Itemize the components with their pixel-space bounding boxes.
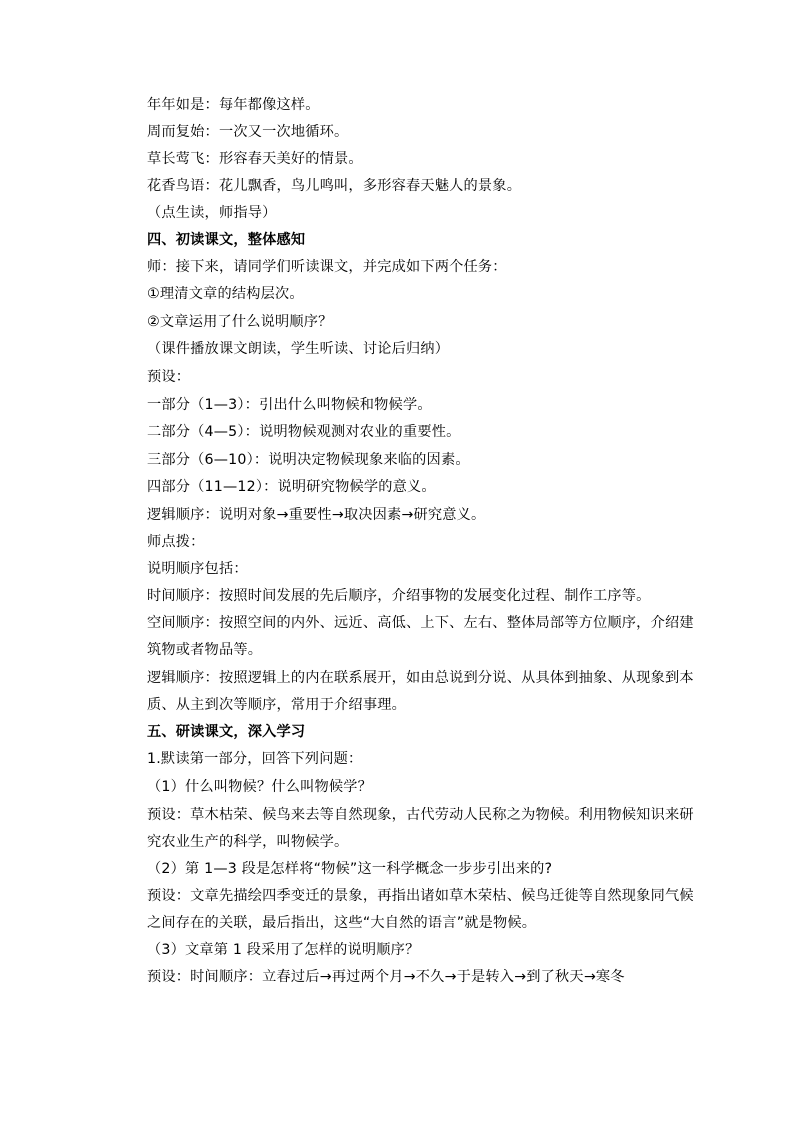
preset-label: 预设：: [147, 369, 191, 385]
teacher-instruction: 师：接下来，请同学们听读课文，并完成如下两个任务：: [147, 259, 507, 275]
question-2: （2）第 1—3 段是怎样将“物候”这一科学概念一步步引出来的?: [147, 861, 553, 877]
answer-2-line-1: 预设：文章先描绘四季变迁的景象，再指出诸如草木荣枯、候鸟迁徙等自然现象同气候: [147, 888, 694, 904]
answer-1-line-1: 预设：草木枯荣、候鸟来去等自然现象，古代劳动人民称之为物候。利用物候知识来研: [147, 807, 694, 823]
task-2: ②文章运用了什么说明顺序？: [147, 314, 333, 330]
time-order-explanation: 时间顺序：按照时间发展的先后顺序，介绍事物的发展变化过程、制作工序等。: [147, 588, 651, 604]
answer-2-line-2: 之间存在的关联，最后指出，这些“大自然的语言”就是物候。: [147, 915, 537, 931]
explanation-order-label: 说明顺序包括：: [147, 561, 248, 577]
definition-nian-nian-ru-shi: 年年如是：每年都像这样。: [147, 97, 320, 113]
structure-part-1: 一部分（1—3）：引出什么叫物候和物候学。: [147, 397, 432, 413]
section-heading-4: 四、初读课文，整体感知: [147, 232, 306, 248]
definition-hua-xiang-niao-yu: 花香鸟语：花儿飘香，鸟儿鸣叫，多形容春天魅人的景象。: [147, 178, 522, 194]
definition-zhou-er-fu-shi: 周而复始：一次又一次地循环。: [147, 124, 349, 140]
structure-part-3: 三部分（6—10）：说明决定物候现象来临的因素。: [147, 452, 470, 468]
logical-order-explanation-line-2: 质、从主到次等顺序，常用于介绍事理。: [147, 697, 406, 713]
logical-order-summary: 逻辑顺序：说明对象→重要性→取决因素→研究意义。: [147, 507, 486, 523]
question-intro: 1.默读第一部分，回答下列问题：: [147, 751, 363, 767]
definition-cao-zhang-ying-fei: 草长莺飞：形容春天美好的情景。: [147, 151, 363, 167]
activity-note: （课件播放课文朗读，学生听读、讨论后归纳）: [147, 341, 450, 357]
task-1: ①理清文章的结构层次。: [147, 286, 304, 302]
question-3: （3）文章第 1 段采用了怎样的说明顺序？: [147, 942, 420, 958]
question-1: （1）什么叫物候？什么叫物候学？: [147, 779, 373, 795]
answer-3: 预设：时间顺序：立春过后→再过两个月→不久→于是转入→到了秋天→寒冬: [147, 969, 625, 985]
structure-part-4: 四部分（11—12）：说明研究物候学的意义。: [147, 479, 436, 495]
teaching-note: （点生读，师指导）: [147, 205, 277, 221]
section-heading-5: 五、研读课文，深入学习: [147, 724, 306, 740]
answer-1-line-2: 究农业生产的科学，叫物候学。: [147, 834, 349, 850]
teacher-guidance-label: 师点拨：: [147, 534, 205, 550]
space-order-explanation-line-2: 筑物或者物品等。: [147, 642, 263, 658]
structure-part-2: 二部分（4—5）：说明物候观测对农业的重要性。: [147, 424, 461, 440]
space-order-explanation-line-1: 空间顺序：按照空间的内外、远近、高低、上下、左右、整体局部等方位顺序，介绍建: [147, 615, 694, 631]
logical-order-explanation-line-1: 逻辑顺序：按照逻辑上的内在联系展开，如由总说到分说、从具体到抽象、从现象到本: [147, 670, 694, 686]
